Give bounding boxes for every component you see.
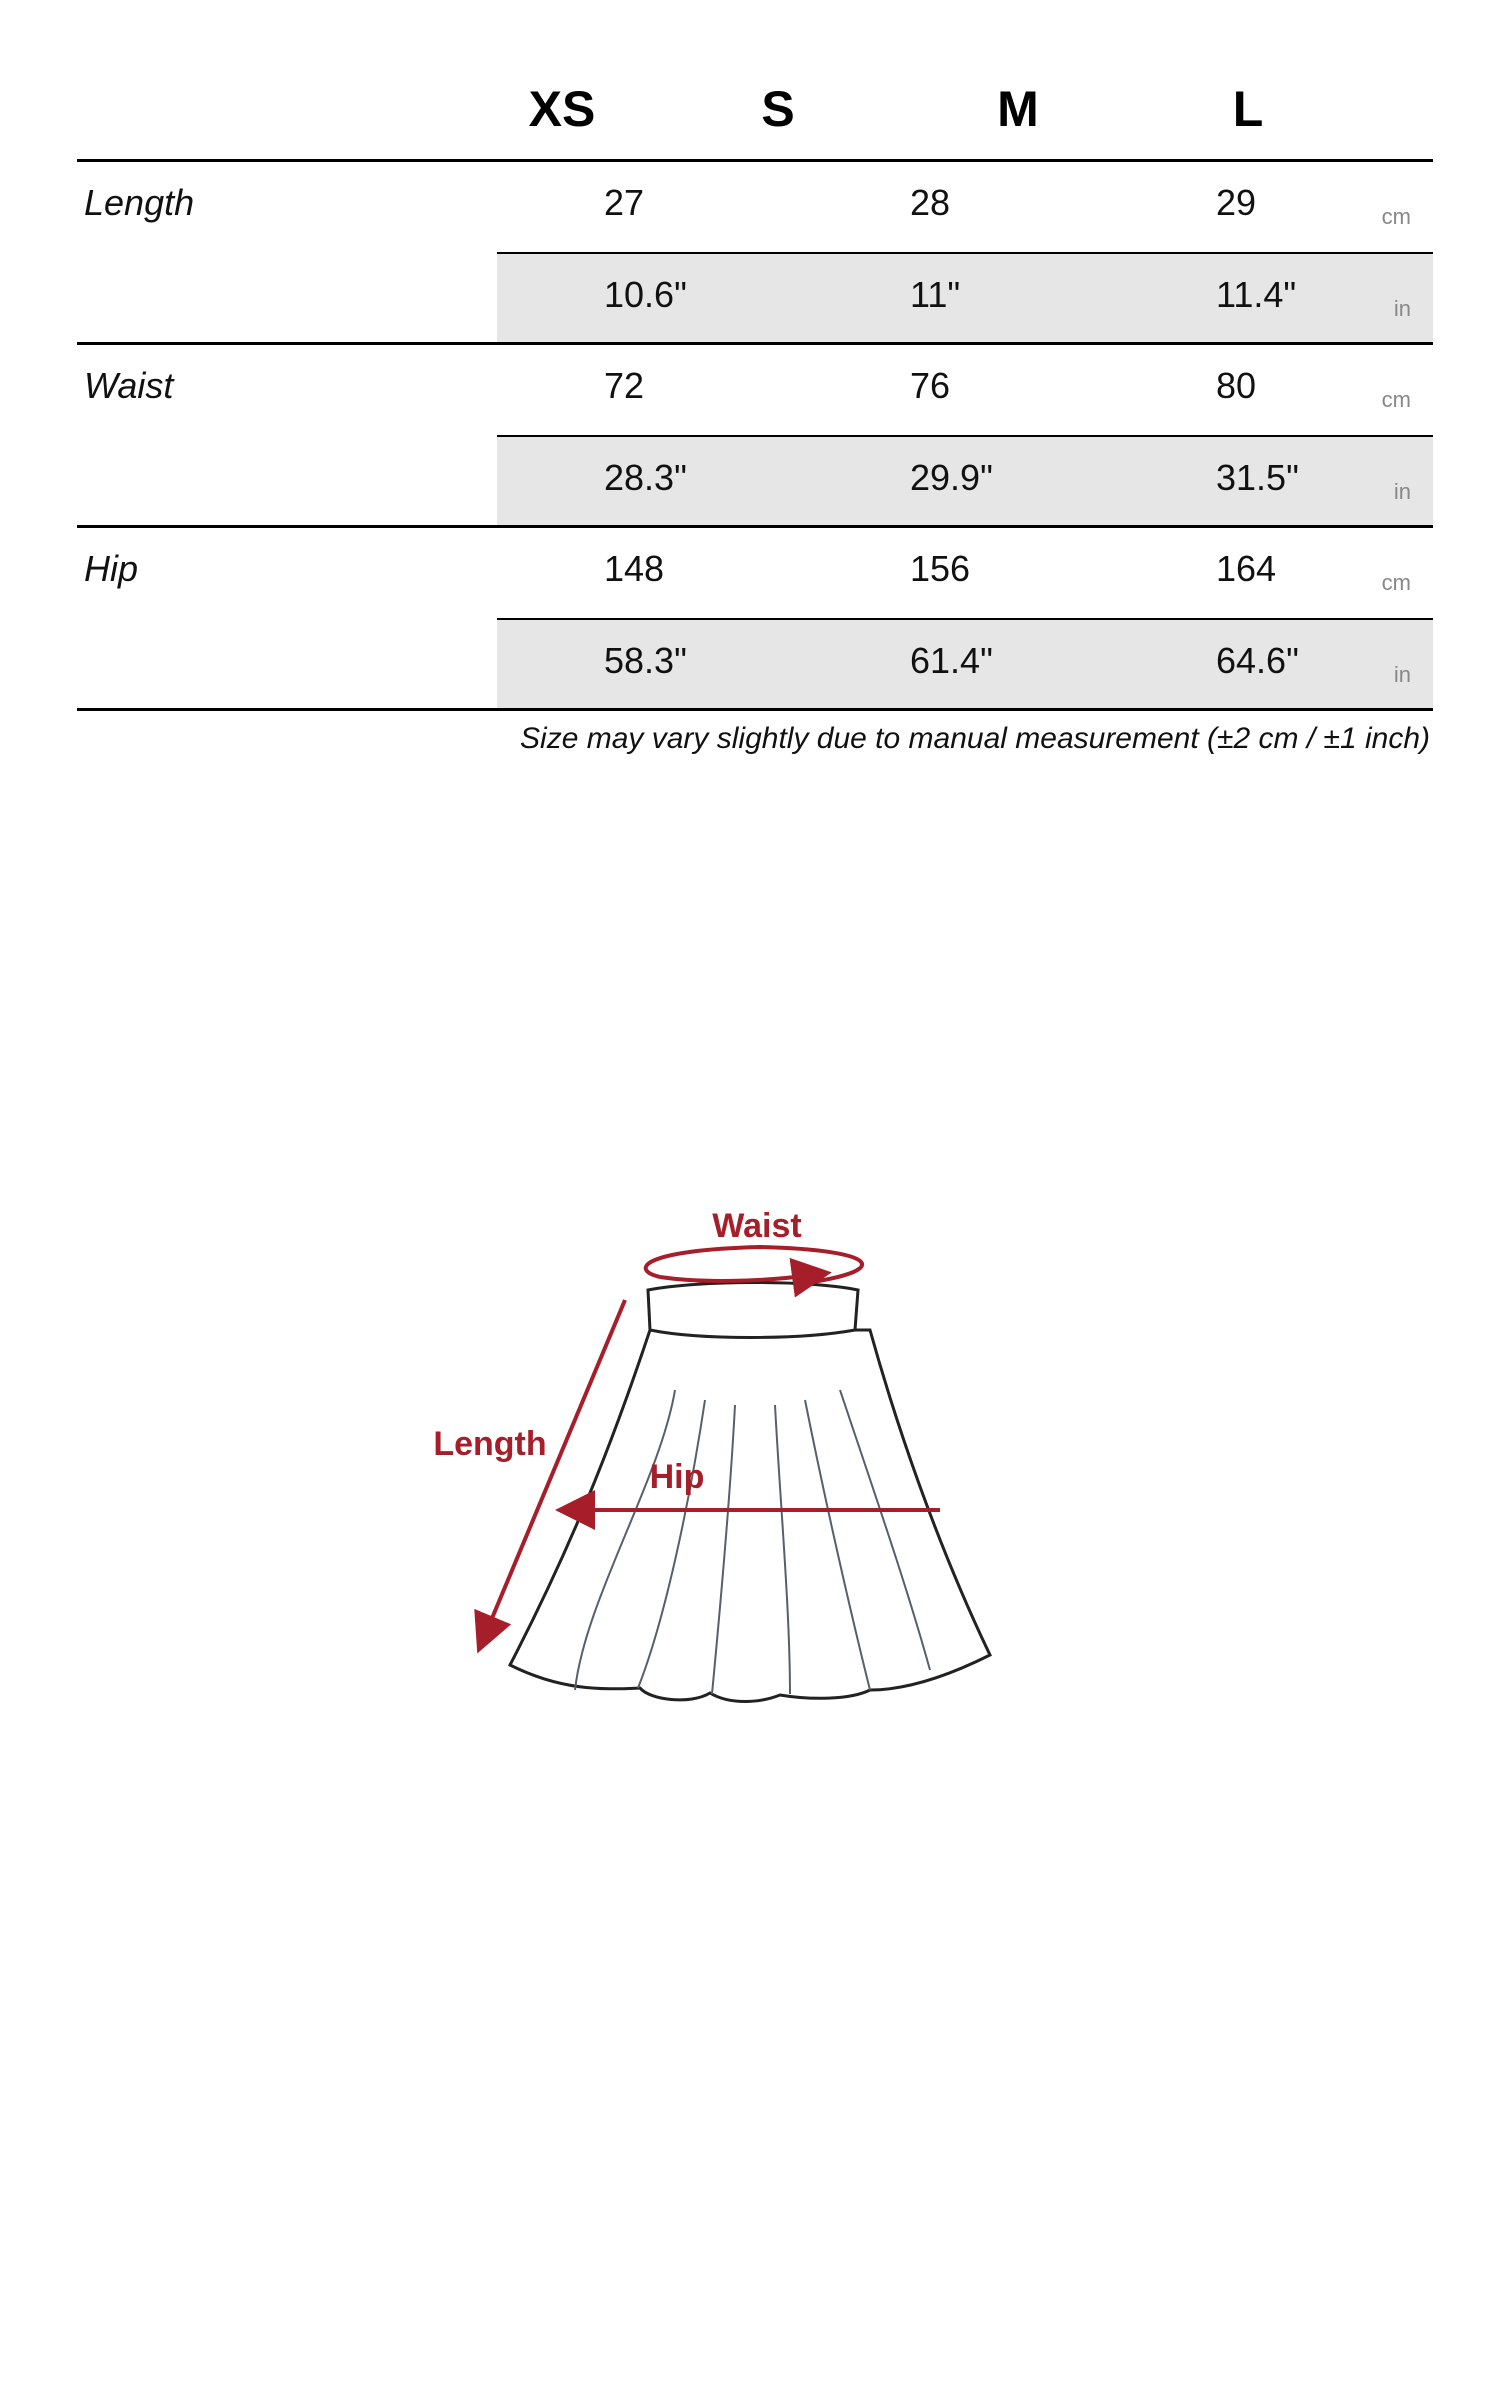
hip-label: Hip (649, 1458, 705, 1496)
value-cell: 28.3" (604, 457, 687, 498)
value-cell: 28 (910, 182, 951, 223)
waist-arrow-head (660, 1275, 812, 1281)
measure-row-hip (77, 525, 1433, 711)
unit-label: in (1393, 662, 1411, 687)
value-cell: 164 (1216, 548, 1277, 589)
inch-row (497, 252, 1433, 342)
value-cell: 31.5" (1216, 457, 1299, 498)
measure-row-waist (77, 342, 1433, 525)
value-cell: 156 (910, 548, 971, 589)
measure-name: Hip (84, 548, 139, 589)
value-cell: 80 (1216, 365, 1257, 406)
size-header (0, 80, 1500, 140)
skirt-icon (510, 1283, 990, 1702)
inch-row (497, 618, 1433, 708)
size-label-m: M (997, 81, 1039, 137)
value-cell: 76 (910, 365, 951, 406)
size-label-xs: XS (528, 81, 596, 137)
value-cell: 11" (910, 274, 961, 315)
value-cell: 29.9" (910, 457, 993, 498)
waist-arrow (646, 1247, 862, 1282)
measure-row-length (77, 159, 1433, 342)
value-cell: 148 (604, 548, 665, 589)
waist-label: Waist (712, 1207, 802, 1245)
measure-name: Length (84, 182, 195, 223)
unit-label: cm (1381, 387, 1411, 412)
value-cell: 58.3" (604, 640, 687, 681)
unit-label: cm (1381, 570, 1411, 595)
measure-name: Waist (84, 365, 174, 406)
size-label-l: L (1232, 81, 1264, 137)
inch-row (497, 435, 1433, 525)
measurement-note: Size may vary slightly due to manual measurement (±2 cm / ±1 inch) (520, 722, 1430, 755)
unit-label: cm (1381, 204, 1411, 229)
value-cell: 61.4" (910, 640, 993, 681)
value-cell: 29 (1216, 182, 1257, 223)
value-cell: 11.4" (1216, 274, 1297, 315)
value-cell: 10.6" (604, 274, 687, 315)
size-table (77, 159, 1433, 711)
size-label-s: S (761, 81, 795, 137)
value-cell: 64.6" (1216, 640, 1299, 681)
unit-label: in (1393, 479, 1411, 504)
length-label: Length (433, 1425, 547, 1463)
skirt-diagram (420, 1180, 1040, 1720)
value-cell: 27 (604, 182, 645, 223)
unit-label: in (1393, 296, 1411, 321)
cm-row (497, 528, 1433, 618)
cm-row (497, 162, 1433, 252)
value-cell: 72 (604, 365, 645, 406)
cm-row (497, 345, 1433, 435)
